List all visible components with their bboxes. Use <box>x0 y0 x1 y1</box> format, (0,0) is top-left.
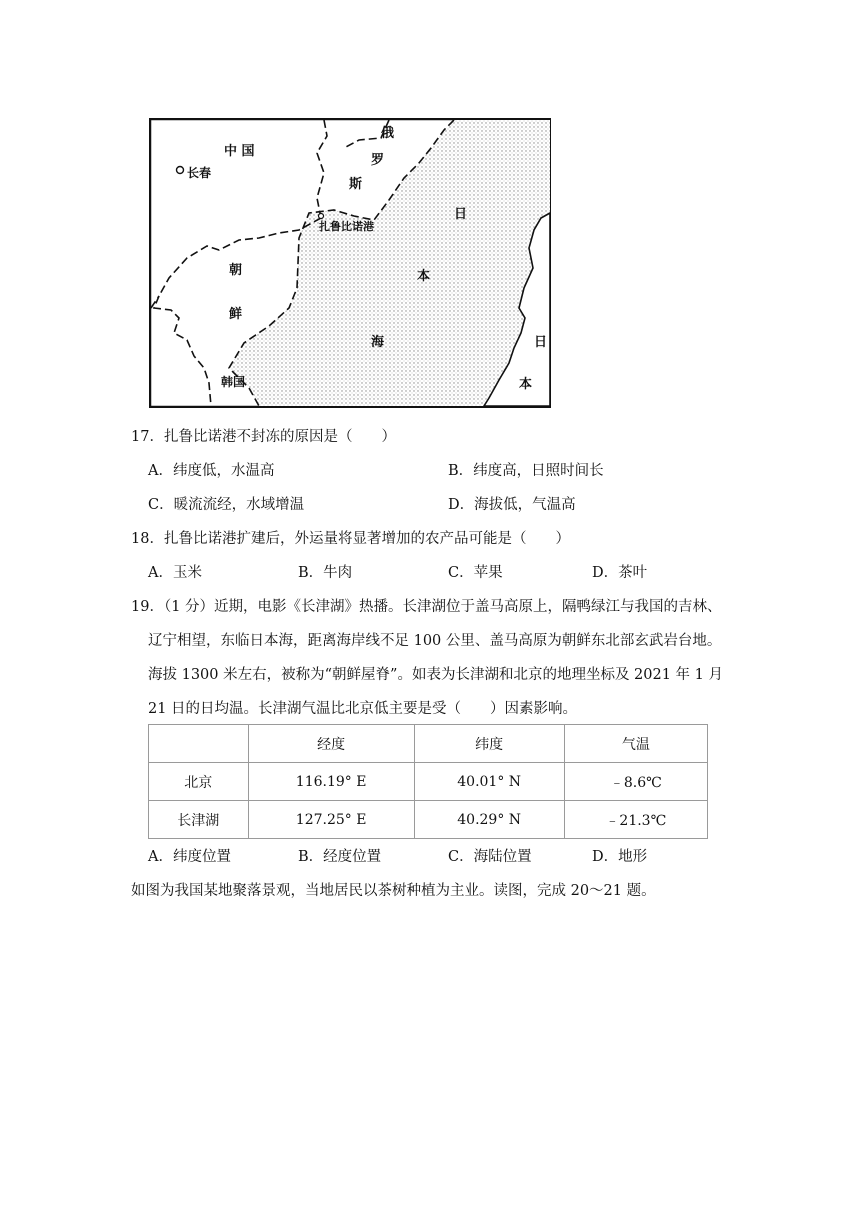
q19-option-c: C．海陆位置 <box>448 849 532 865</box>
q19-option-b: B．经度位置 <box>298 849 382 865</box>
q18-option-b: B．牛肉 <box>298 565 353 581</box>
label-changchun: 长春 <box>187 166 212 180</box>
label-russia-1: 俄 <box>381 126 395 141</box>
label-sea-1: 日 <box>454 207 468 222</box>
q17-option-b: B．纬度高，日照时间长 <box>448 463 604 479</box>
q19-line-2: 辽宁相望，东临日本海，距离海岸线不足 100 公里、盖马高原为朝鲜东北部玄武岩台地。 <box>148 633 722 649</box>
label-sea-3: 海 <box>371 335 385 350</box>
label-korea-1: 朝 <box>229 263 243 278</box>
q17-option-d: D．海拔低，气温高 <box>448 497 576 513</box>
label-japan-1: 日 <box>534 335 548 350</box>
q18-stem: 18．扎鲁比诺港扩建后，外运量将显著增加的农产品可能是（ ） <box>131 531 570 547</box>
label-japan-2: 本 <box>519 377 533 392</box>
table-cell: 40.29° N <box>414 801 564 839</box>
table-header-cell: 气温 <box>564 725 707 763</box>
table-header-row <box>149 725 708 763</box>
zarubino-dot <box>319 214 324 219</box>
table-header-cell <box>149 725 249 763</box>
table-cell: ﹣21.3℃ <box>564 801 707 839</box>
table-cell: 127.25° E <box>248 801 414 839</box>
table-header-cell: 经度 <box>248 725 414 763</box>
q19-option-d: D．地形 <box>592 849 648 865</box>
table-cell: 40.01° N <box>414 763 564 801</box>
q19-line-3: 海拔 1300 米左右，被称为“朝鲜屋脊”。如表为长津湖和北京的地理坐标及 2021 年 1 月 <box>148 667 724 683</box>
table-row <box>149 763 708 801</box>
label-russia-2: 罗 <box>371 153 385 168</box>
intro-20-21: 如图为我国某地聚落景观，当地居民以茶树种植为主业。读图，完成 20～21 题。 <box>131 883 656 899</box>
table-row <box>149 801 708 839</box>
coordinate-table <box>148 724 708 839</box>
label-south-korea: 韩国 <box>221 375 246 389</box>
q18-option-c: C．苹果 <box>448 565 503 581</box>
table-cell: 北京 <box>149 763 249 801</box>
label-russia-3: 斯 <box>349 177 363 192</box>
q18-option-a: A．玉米 <box>148 565 202 581</box>
table-cell: ﹣8.6℃ <box>564 763 707 801</box>
label-sea-2: 本 <box>417 269 431 284</box>
table-header-cell: 纬度 <box>414 725 564 763</box>
table-cell: 116.19° E <box>248 763 414 801</box>
table-cell: 长津湖 <box>149 801 249 839</box>
label-china: 中 国 <box>224 144 255 159</box>
q17-option-c: C．暖流流经，水域增温 <box>148 497 305 513</box>
map-figure <box>149 118 551 408</box>
label-zarubino: 扎鲁比诺港 <box>319 220 374 233</box>
q19-line-4: 21 日的日均温。长津湖气温比北京低主要是受（ ）因素影响。 <box>148 701 578 717</box>
q18-option-d: D．茶叶 <box>592 565 648 581</box>
q17-stem: 17．扎鲁比诺港不封冻的原因是（ ） <box>131 429 396 445</box>
q19-option-a: A．纬度位置 <box>148 849 231 865</box>
q17-option-a: A．纬度低，水温高 <box>148 463 275 479</box>
changchun-dot <box>177 167 184 174</box>
q19-line-1: 19．（1 分）近期，电影《长津湖》热播。长津湖位于盖马高原上，隔鸭绿江与我国的吉林、 <box>131 599 722 615</box>
label-korea-2: 鲜 <box>229 307 243 322</box>
